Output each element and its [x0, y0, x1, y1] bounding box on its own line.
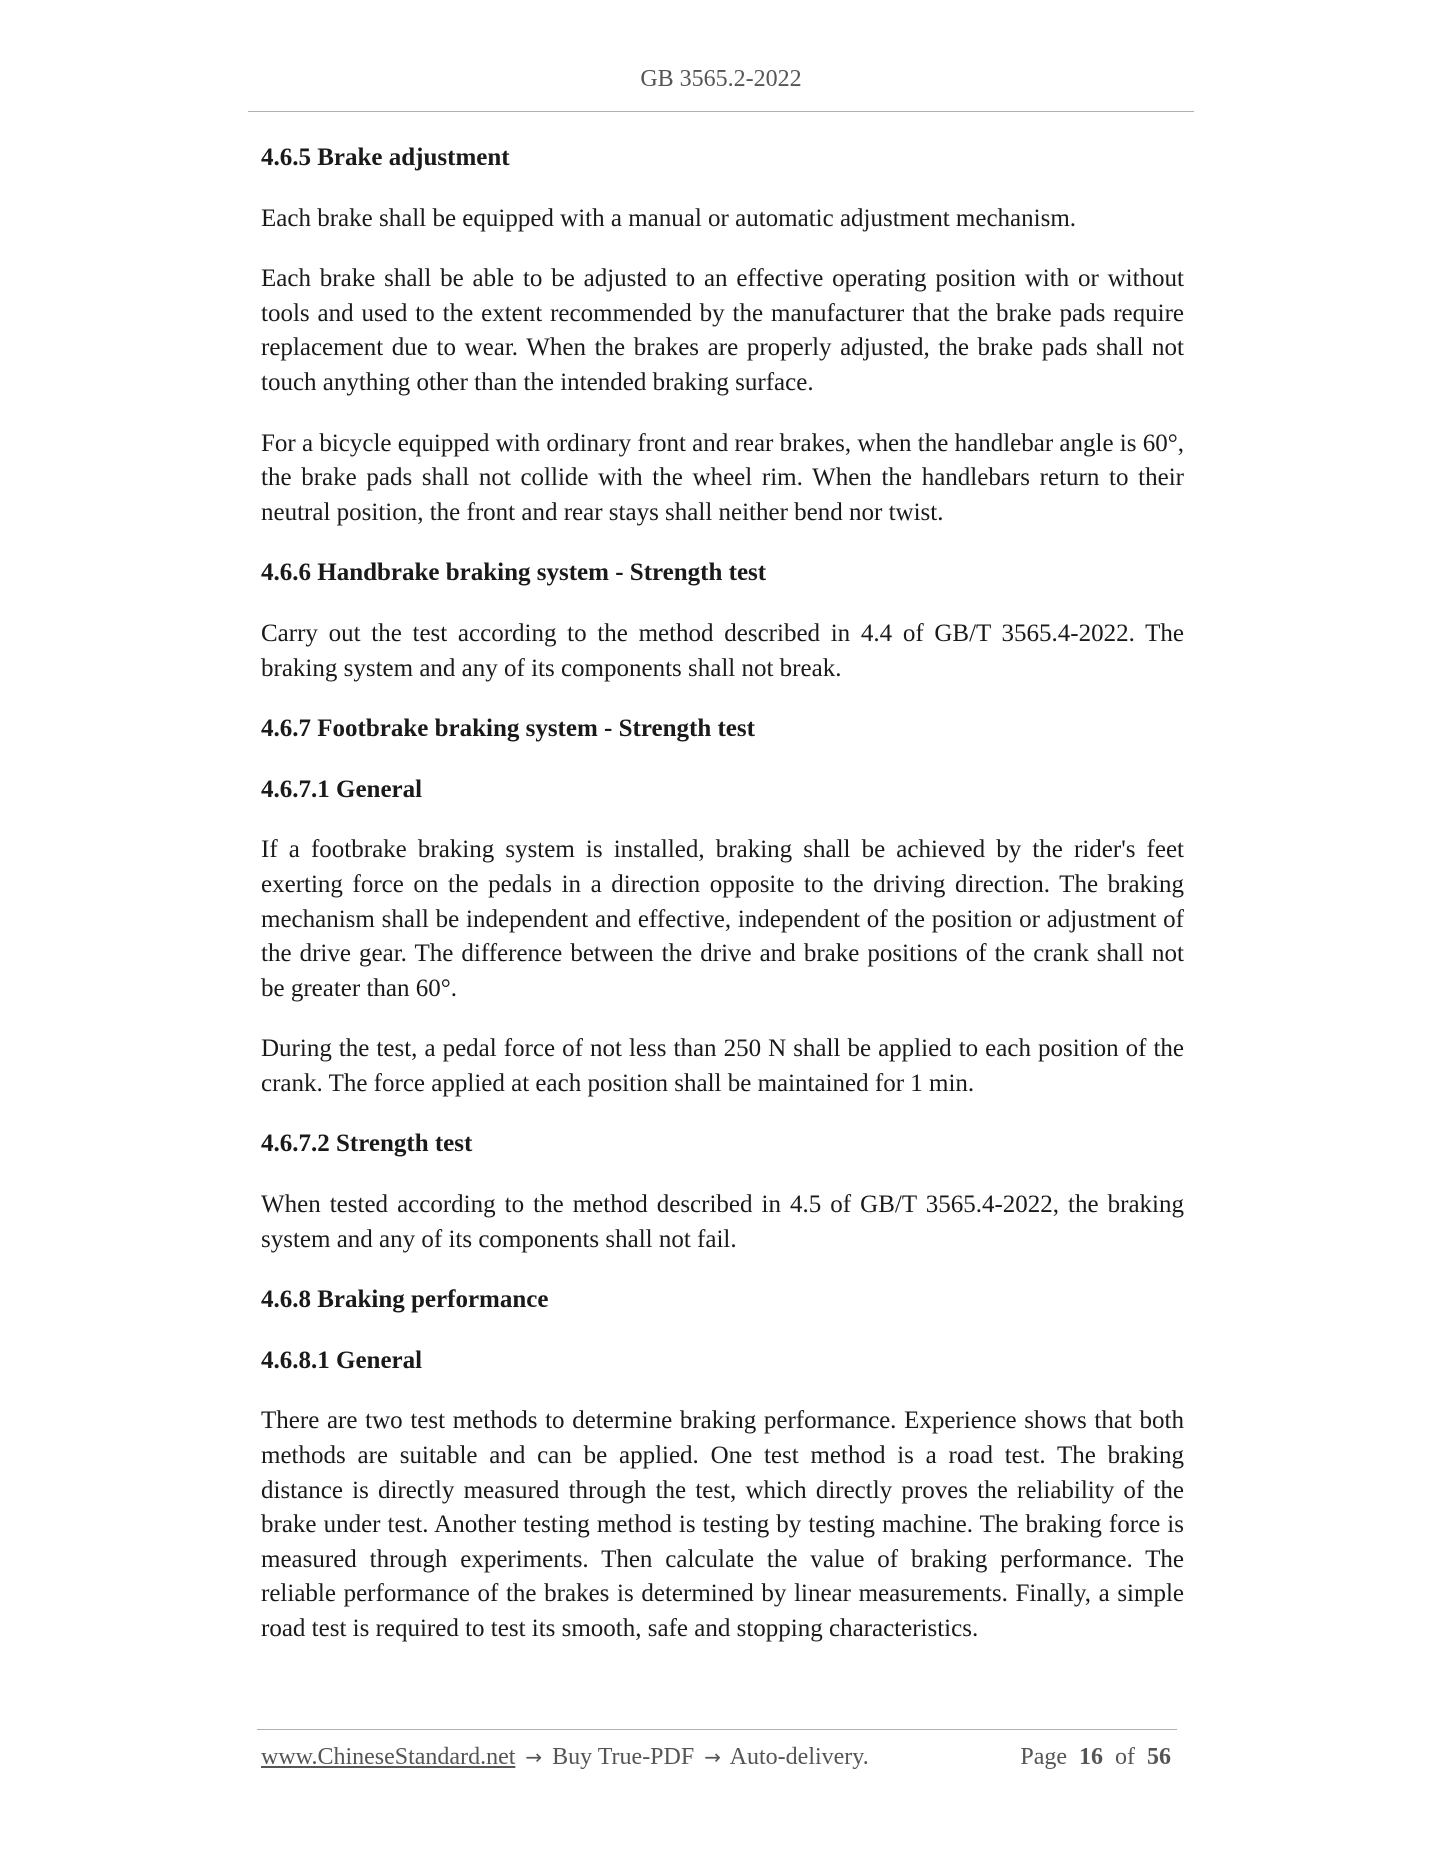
- section-heading-4-6-8: 4.6.8 Braking performance: [261, 1286, 549, 1314]
- chinese-standard-link[interactable]: www.ChineseStandard.net: [261, 1744, 516, 1770]
- section-heading-4-6-7-2: 4.6.7.2 Strength test: [261, 1130, 473, 1158]
- arrow-right-icon: →: [704, 1745, 721, 1769]
- page-indicator: [1020, 1744, 1177, 1771]
- paragraph: If a footbrake braking system is installed, braking shall be achieved by the rider's feet exerting force on the pedals in a direction opposite to the driving direction. The braking mechanism shall be independent and effective, independent of the position or adjustment of the drive gear. The difference between the drive and brake positions of the crank shall not be greater than 60°.: [261, 836, 1184, 1002]
- paragraph: Carry out the test according to the method described in 4.4 of GB/T 3565.4-2022. The braking system and any of its components shall not break.: [261, 619, 1184, 682]
- page-total: 56: [1147, 1744, 1171, 1770]
- page-of-label: of: [1115, 1744, 1135, 1770]
- buy-true-pdf-text: Buy True-PDF: [552, 1744, 695, 1770]
- document-body: [261, 141, 1184, 1673]
- page-footer: [261, 1744, 1177, 1771]
- header-divider: [248, 111, 1194, 112]
- section-heading-4-6-7-1: 4.6.7.1 General: [261, 775, 423, 803]
- paragraph: During the test, a pedal force of not less than 250 N shall be applied to each position of the crank. The force applied at each position shall be maintained for 1 min.: [261, 1035, 1184, 1097]
- paragraph: For a bicycle equipped with ordinary front and rear brakes, when the handlebar angle is 60°, the brake pads shall not collide with the wheel rim. When the handlebars return to their neutral position, the front and rear stays shall neither bend nor twist.: [261, 429, 1184, 526]
- arrow-right-icon: →: [525, 1745, 543, 1769]
- paragraph: Each brake shall be equipped with a manual or automatic adjustment mechanism.: [261, 204, 1077, 232]
- section-heading-4-6-7: 4.6.7 Footbrake braking system - Strength test: [261, 715, 755, 743]
- footer-links: [261, 1744, 869, 1771]
- paragraph: There are two test methods to determine braking performance. Experience shows that both methods are suitable and can be applied. One test method is a road test. The braking distance is directly measured through the test, which directly proves the reliability of the brake under test. Another testing method is testing by testing machine. The braking force is measured through experiments. Then calculate the value of braking performance. The reliable performance of the brakes is determined by linear measurements. Finally, a simple road test is required to test its smooth, safe and stopping characteristics.: [261, 1407, 1184, 1642]
- paragraph: When tested according to the method described in 4.5 of GB/T 3565.4-2022, the braking system and any of its components shall not fail.: [261, 1191, 1184, 1253]
- footer-divider: [257, 1729, 1177, 1730]
- paragraph: Each brake shall be able to be adjusted to an effective operating position with or without tools and used to the extent recommended by the manufacturer that the brake pads require replacement due to wear. When the brakes are properly adjusted, the brake pads shall not touch anything other than the intended braking surface.: [261, 265, 1184, 396]
- page-label: Page: [1020, 1744, 1067, 1770]
- page-header-title: GB 3565.2-2022: [640, 66, 802, 92]
- section-heading-4-6-5: 4.6.5 Brake adjustment: [261, 144, 510, 171]
- section-heading-4-6-8-1: 4.6.8.1 General: [261, 1346, 423, 1374]
- section-heading-4-6-6: 4.6.6 Handbrake braking system - Strength test: [261, 559, 767, 587]
- page-current: 16: [1079, 1744, 1103, 1770]
- auto-delivery-text: Auto-delivery.: [729, 1744, 869, 1770]
